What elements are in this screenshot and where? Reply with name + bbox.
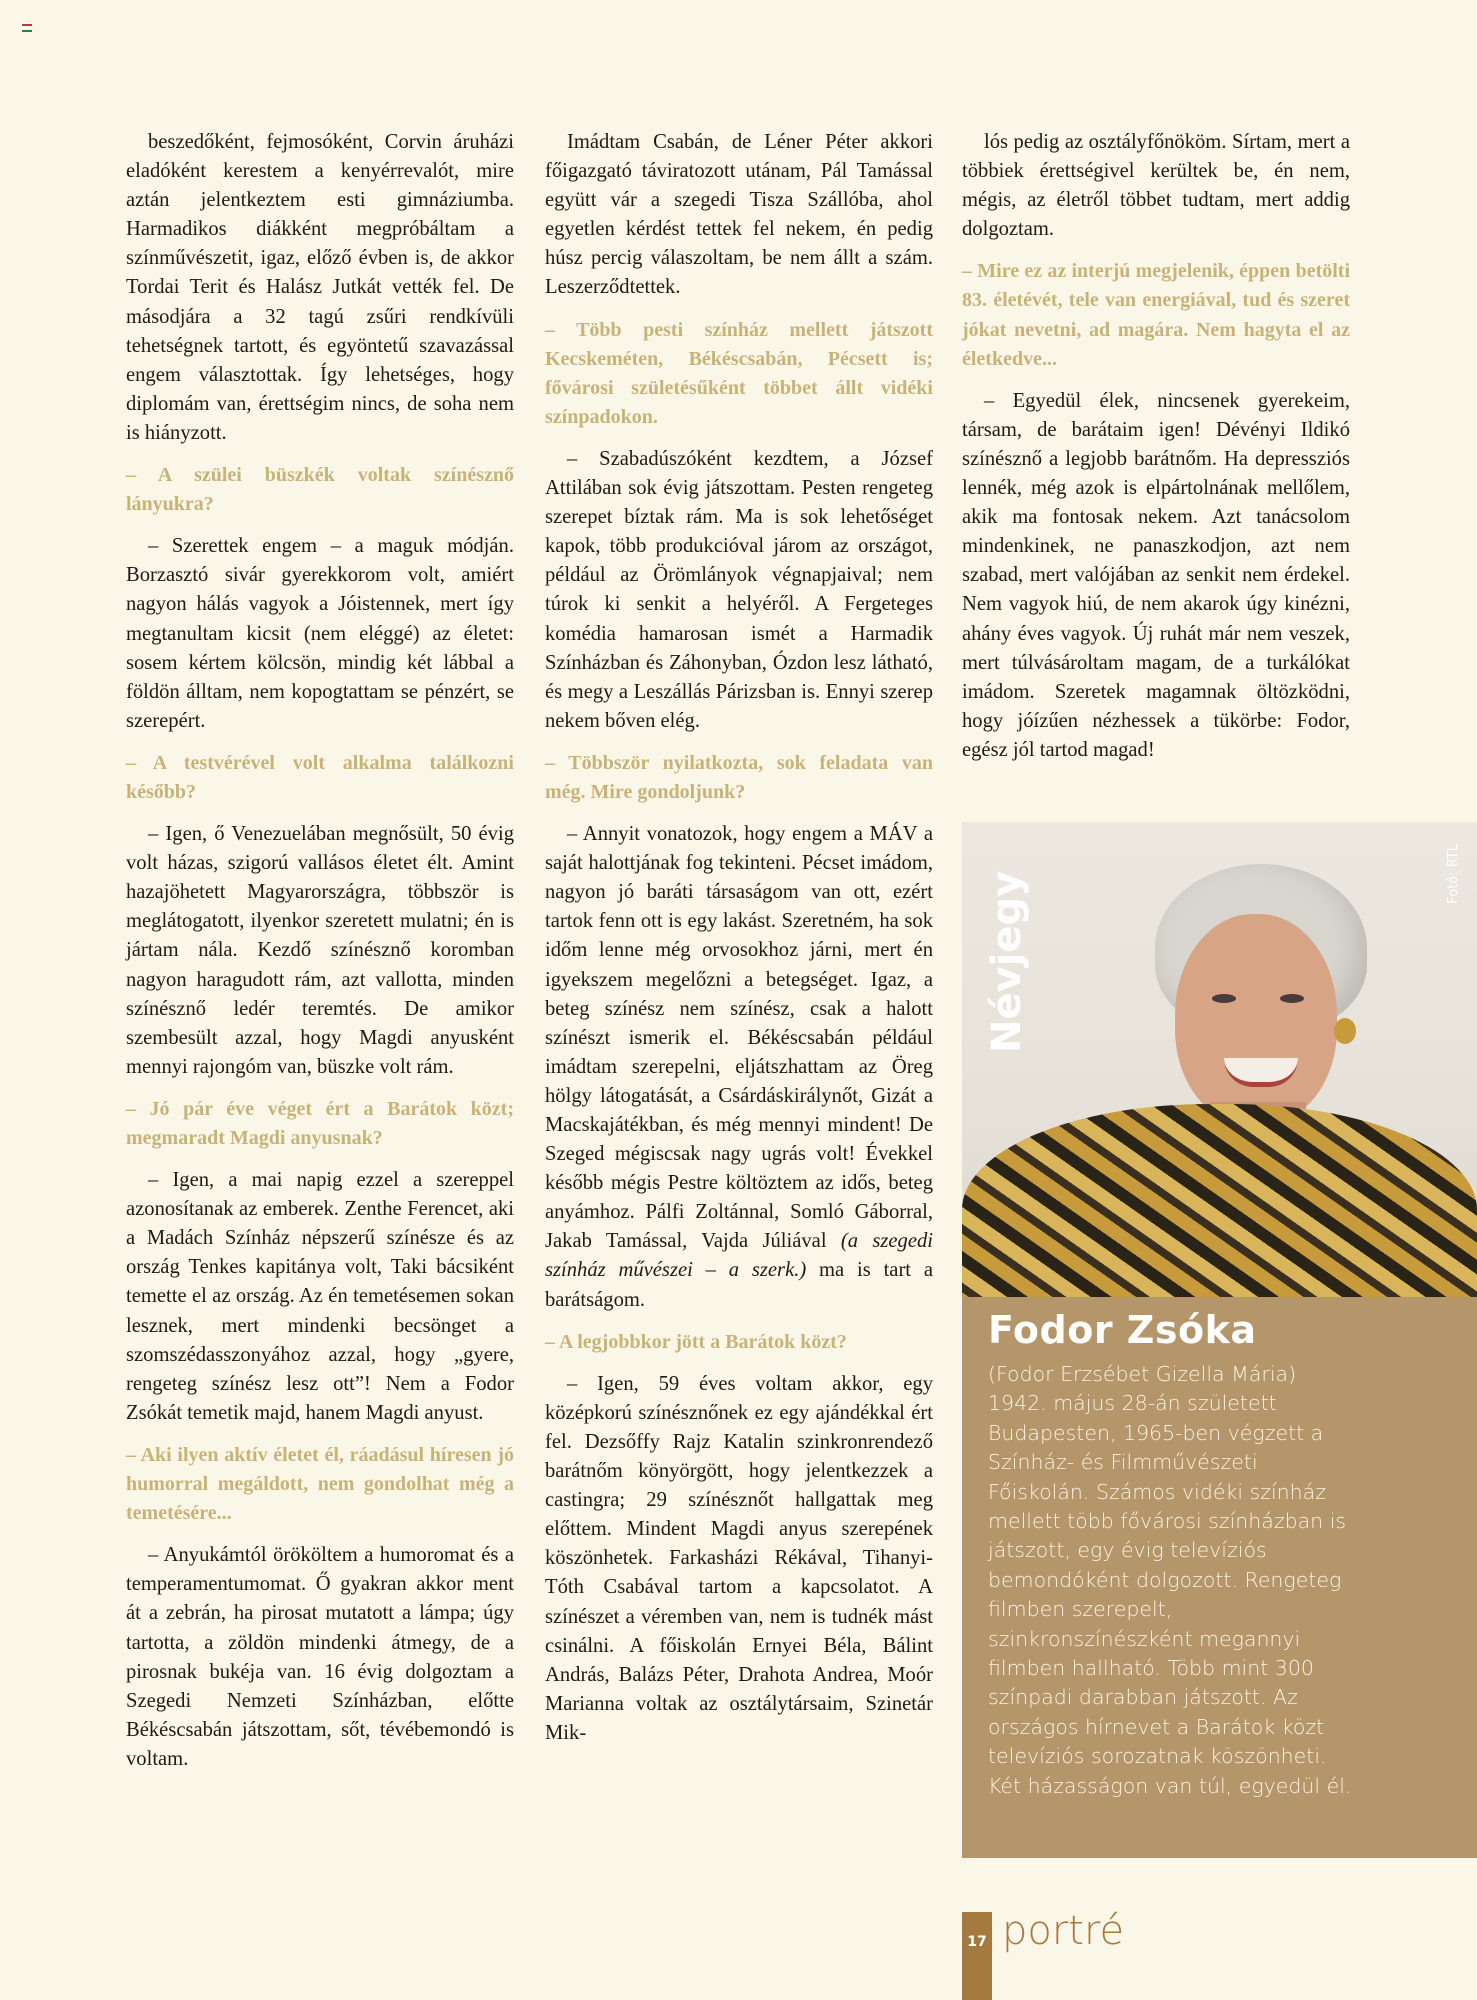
page-number: 17 [962,1912,992,2000]
interview-question: – Jó pár éve véget ért a Barátok közt; megmaradt Magdi anyusnak? [126,1097,514,1149]
interview-answer: – Igen, 59 éves voltam akkor, egy középkorú színésznőnek ez egy ajándékkal ért fel. Dezsőffy Rajz Katalin szinkronrendező barátnőm könyörgött, hogy jelentkezzek a castingra; 29 színésznőt hallgattak meg előttem. Mindent Magdi anyus szerepének köszönhetek. Farkasházi Rékával, Tihanyi-Tóth Csabával tartom a kapcsolatot. A színészet a véremben van, nem is tudnék mást csinálni. A főiskolán Ernyei Béla, Bálint András, Balázs Péter, Drahota Andrea, Moór Marianna voltak az osztálytársaim, Szinetár Mik- [545,1372,933,1744]
earring [1334,1018,1356,1044]
interview-answer: – Anyukámtól örököltem a humoromat és a temperamentumomat. Ő gyakran akkor ment át a zebrán, ha pirosat mutatott a lámpa; úgy tartotta, a zöldön mindenki átmegy, de a pirosnak bukéja van. 16 évig dolgoztam a Szegedi Nemzeti Színházban, előtte Békéscsabán játszottam, sőt, tévébemondó is voltam. [126,1544,514,1770]
flag-icon [22,24,32,31]
profile-bio: (Fodor Erzsébet Gizella Mária) 1942. május 28-án született Budapesten, 1965-ben végzett a Színház- és Filmművészeti Főiskolán. Számos vidéki színház mellett több fővárosi színházban is játszott, egy évig televíziós bemondóként dolgozott. Rengeteg filmben szerepelt, szinkronszínészként megannyi filmben hallható. Több mint 300 színpadi darabban játszott. Az országos hírnevet a Barátok közt televíziós sorozatnak köszönheti. Két házasságon van túl, egyedül él. [988,1362,1352,1798]
interview-answer: – Igen, a mai napig ezzel a szereppel azonosítanak az emberek. Zenthe Ferencet, aki a Madách Színház népszerű színésze és az ország Tenkes kapitánya volt, Taki bácsiként temette el az ország. Az én temetésemen sokan lesznek, mert mindenki becsönget a szomszédasszonyához azzal, hogy „gyere, rengeteg színész lesz ott”! Nem a Fodor Zsókát temetik majd, hanem Magdi anyust. [126,1169,514,1424]
interview-question: – A szülei büszkék voltak színésznő lányukra? [126,464,514,516]
interview-question: – A testvérével volt alkalma találkozni később? [126,751,514,803]
portrait-eye [1212,994,1236,1003]
article-column-3 [962,128,1350,778]
editor-note: (a szegedi színház művészei – a szerk.) [545,1230,933,1282]
interview-question: – Mire ez az interjú megjelenik, éppen betölti 83. életévét, tele van energiával, tud és szeret jókat nevetni, ad magára. Nem hagyta el az életkedve... [962,260,1350,370]
profile-name: Fodor Zsóka [988,1308,1257,1352]
interview-answer: – Szabadúszóként kezdtem, a József Attilában sok évig játszottam. Pesten rengeteg szerepet bíztak rám. Ma is sok lehetőséget kapok, több produkcióval járom az országot, például az Örömlányok végnapjaival; nem túrok ki senkit a helyéről. A Fergeteges komédia hamarosan ismét a Harmadik Színházban és Záhonyban, Ózdon lesz látható, és megy a Leszállás Párizsban is. Ennyi szerep nekem bőven elég. [545,447,933,732]
portrait-jacket [962,1104,1477,1297]
portrait-face [1175,914,1337,1124]
interview-answer: – Egyedül élek, nincsenek gyerekeim, társam, de barátaim igen! Dévényi Ildikó színésznő a legjobb barátnőm. Ha depressziós lennék, még azok is elpártolnának mellőlem, akik ma fontosak nekem. Azt tanácsolom mindenkinek, ne panaszkodjon, azt nem szabad, mert valójában az senkit nem érdekel. Nem vagyok hiú, de nem akarok úgy kinézni, ahány éves vagyok. Új ruhát már nem veszek, mert túlvásároltam magam, de a turkálókat imádom. Szeretek magamnak öltözködni, hogy jóízűen nézhessek a tükörbe: Fodor, egész jól tartod magad! [962,389,1350,761]
interview-answer: Imádtam Csabán, de Léner Péter akkori főigazgató táviratozott utánam, Pál Tamással együtt vár a szegedi Tisza Szállóba, ahol egyetlen kérdést tettek fel nekem, én pedig húsz percig válaszoltam, be nem állt a szám. Leszerződtettek. [545,131,933,299]
interview-question: – Aki ilyen aktív életet él, ráadásul híresen jó humorral megáldott, nem gondolhat még a temetésére... [126,1443,514,1525]
profile-card [962,822,1477,1858]
interview-answer: – Igen, ő Venezuelában megnősült, 50 évig volt házas, szigorú vallásos életet élt. Amint hazajöhetett Magyarországra, többször is meglátogatott, ilyenkor szeretett mulatni; én is jártam nála. Kezdő színésznő koromban nagyon haragudott rám, azt vallotta, minden színésznő ledér teremtés. De amikor szembesült azzal, hogy Magdi anyusként mennyi rajongóm van, büszke volt rám. [126,823,514,1078]
answer-tail: ma is tart a barátságom. [545,1259,933,1311]
photo-credit: Fotó: RTL [1446,844,1461,904]
interview-answer: – Annyit vonatozok, hogy engem a MÁV a saját halottjának fog tekinteni. Pécset imádom, nagyon jó baráti társaságom van ott, ezért tartok fenn ott is egy lakást. Szeretném, ha sok időm lenne még orvosokhoz járni, mert én igyekszem megelőzni a betegséget. Igaz, a beteg színész nem színész, csak a halott színészt ismerik el. Békéscsabán például imádtam szerepelni, eljátszhattam az Öreg hölgy látogatását, a Csárdáskirálynőt, Gizát a Macskajátékban, és még mennyi mindent! De Szeged mégiscsak nagy ugrás volt! Évekkel később mégis Pestre költöztem az idős, beteg anyámhoz. Pálfi Zoltánnal, Somló Gáborral, Jakab Tamással, Vajda Júliával (a szegedi színház művészei – a szerk.) ma is tart a barátságom. [545,823,933,1311]
interview-question: – Többször nyilatkozta, sok feladata van még. Mire gondoljunk? [545,751,933,803]
interview-answer: beszedőként, fejmosóként, Corvin áruházi eladóként kerestem a kenyérrevalót, mire aztán jelentkeztem esti gimnáziumba. Harmadikos diákként megpróbáltam a színművészetit, igaz, előző évben is, de akkor Tordai Terit és Halász Jutkát vették fel. De másodjára a 32 tagú zsűri rendkívüli tehetségnek tartott, és egyöntetű szavazással engem választottak. Így lehetséges, hogy diplomám van, érettségim nincs, de soha nem is hiányzott. [126,131,514,444]
vertical-label: Névjegy [984,870,1030,1054]
section-label: portré [1002,1908,1125,1954]
interview-question: – Több pesti színház mellett játszott Kecskeméten, Békéscsabán, Pécsett is; fővárosi születésűként többet állt vidéki színpadokon. [545,318,933,428]
portrait-eye [1280,994,1304,1003]
interview-answer: – Szerettek engem – a maguk módján. Borzasztó sivár gyerekkorom volt, amiért nagyon hálás vagyok a Jóistennek, mert így megtanultam kicsit (nem eléggé) az életet: sosem kértem kölcsön, mindig két lábbal a földön álltam, nem kopogtattam se pénzért, se szerepért. [126,535,514,732]
article-column-2 [545,128,933,1761]
interview-answer: lós pedig az osztályfőnököm. Sírtam, mert a többiek érettségivel kerültek be, én nem, mégis, az életről többet tudtam, mert addig dolgoztam. [962,131,1350,241]
article-column-1 [126,128,514,1787]
portrait-photo [962,822,1477,1297]
interview-question: – A legjobbkor jött a Barátok közt? [545,1330,847,1353]
